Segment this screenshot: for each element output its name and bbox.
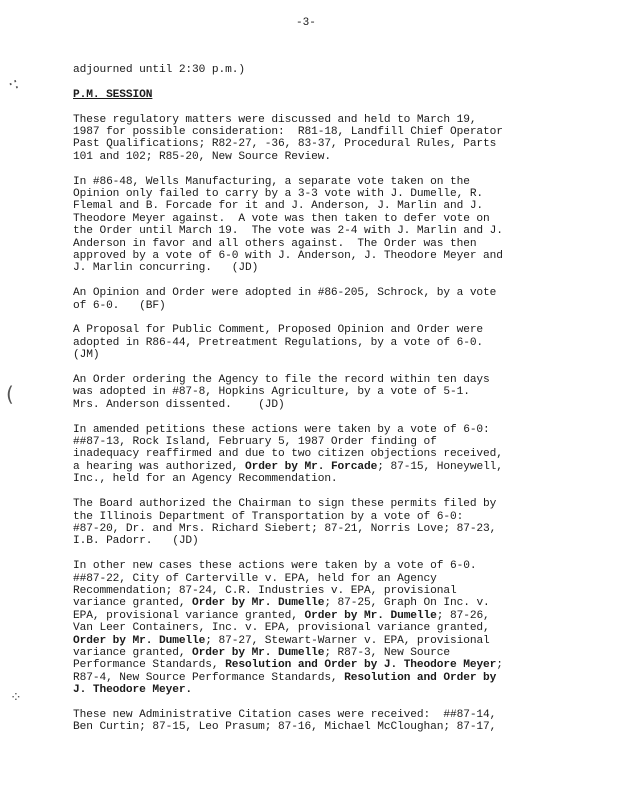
text-line	[73, 585, 563, 597]
text-segment: Recommendation; 87-24, C.R. Industries v. EPA, provisional	[73, 584, 457, 597]
text-segment: was adopted in #87-8, Hopkins Agriculture, by a vote of 5-1.	[73, 386, 470, 399]
text-segment: A Proposal for Public Comment, Proposed Opinion and Order were	[73, 324, 484, 337]
text-segment: These regulatory matters were discussed and held to March 19,	[73, 113, 477, 126]
margin-mark-middle: (	[6, 382, 14, 406]
text-segment: inadequacy reaffirmed and due to two citizen objections received,	[73, 448, 503, 461]
text-segment: Past Qualifications; R82-27, -36, 83-37, Procedural Rules, Parts	[73, 138, 497, 151]
text-segment: a hearing was authorized,	[73, 460, 245, 473]
text-segment: variance granted,	[73, 597, 193, 610]
text-segment: ; R87-3, New Source	[324, 646, 450, 659]
page-number: -3-	[296, 17, 316, 29]
text-segment: In #86-48, Wells Manufacturing, a separate vote taken on the	[73, 175, 470, 188]
text-line	[73, 114, 563, 126]
text-segment: ; 87-15, Honeywell,	[377, 460, 503, 473]
text-line	[73, 511, 563, 523]
paragraph-gap	[73, 163, 563, 175]
paragraph-gap	[73, 411, 563, 423]
text-segment: Opinion only failed to carry by a 3-3 vote with J. Dumelle, R.	[73, 188, 484, 201]
text-line	[73, 213, 563, 225]
text-line	[73, 399, 563, 411]
text-segment: the Order until March 19. The vote was 2-4 with J. Marlin and J.	[73, 225, 503, 238]
text-line	[73, 436, 563, 448]
text-line	[73, 560, 563, 572]
paragraph-gap	[73, 548, 563, 560]
text-segment: The Board authorized the Chairman to sign these permits filed by	[73, 498, 497, 511]
text-segment: An Opinion and Order were adopted in #86-205, Schrock, by a vote	[73, 287, 497, 300]
text-line	[73, 176, 563, 188]
bold-text: Order by Mr. Dumelle	[192, 597, 325, 610]
text-line	[73, 374, 563, 386]
text-segment: These new Administrative Citation cases were received: ##87-14,	[73, 708, 497, 721]
text-segment: An Order ordering the Agency to file the record within ten days	[73, 374, 490, 387]
bold-text: Order by Mr. Forcade	[244, 460, 378, 473]
text-segment: approved by a vote of 6-0 with J. Anderson, J. Theodore Meyer and	[73, 250, 503, 263]
text-segment: Anderson in favor and all others against. The Order was then	[73, 237, 477, 250]
paragraph-gap	[73, 76, 563, 88]
text-line	[73, 238, 563, 250]
text-line	[73, 287, 563, 299]
paragraph-proposal	[73, 324, 563, 361]
text-line	[73, 126, 563, 138]
paragraph-gap	[73, 697, 563, 709]
text-line	[73, 89, 563, 101]
text-line	[73, 386, 563, 398]
paragraph-board	[73, 498, 563, 548]
text-segment: of 6-0. (BF)	[73, 299, 166, 312]
text-line	[73, 250, 563, 262]
paragraph-regulatory	[73, 114, 563, 164]
text-segment: Inc., held for an Agency Recommendation.	[73, 473, 338, 486]
text-segment: adopted in R86-44, Pretreatment Regulations, by a vote of 6-0.	[73, 336, 484, 349]
text-line	[73, 300, 563, 312]
text-line	[73, 647, 563, 659]
text-line	[73, 622, 563, 634]
paragraph-hopkins	[73, 374, 563, 411]
text-segment: ; 87-25, Graph On Inc. v.	[324, 597, 490, 610]
margin-mark-bottom: ⁘	[10, 690, 20, 706]
text-segment: variance granted,	[73, 646, 193, 659]
text-line	[73, 610, 563, 622]
paragraph-wells	[73, 176, 563, 275]
text-line	[73, 448, 563, 460]
text-segment: Ben Curtin; 87-15, Leo Prasum; 87-16, Michael McCloughan; 87-17,	[73, 721, 497, 734]
text-segment: 1987 for possible consideration: R81-18, Landfill Chief Operator	[73, 126, 503, 138]
text-segment: Theodore Meyer against. A vote was then taken to defer vote on	[73, 212, 490, 225]
text-line	[73, 635, 563, 647]
text-segment: In other new cases these actions were taken by a vote of 6-0.	[73, 560, 477, 573]
document-body	[73, 64, 563, 734]
bold-text: Order by Mr. Dumelle	[73, 634, 206, 647]
text-line	[73, 151, 563, 163]
paragraph-citation	[73, 709, 563, 734]
text-segment: ##87-22, City of Carterville v. EPA, held for an Agency	[73, 572, 437, 585]
text-line	[73, 597, 563, 609]
text-segment: #87-20, Dr. and Mrs. Richard Siebert; 87-21, Norris Love; 87-23,	[73, 522, 497, 535]
bold-text: Resolution and Order by	[344, 671, 497, 684]
text-segment: P.M. SESSION	[73, 88, 153, 101]
paragraph-pm-session	[73, 89, 563, 101]
text-line	[73, 324, 563, 336]
text-line	[73, 535, 563, 547]
text-segment: Performance Standards,	[73, 659, 226, 672]
text-line	[73, 659, 563, 671]
text-line	[73, 709, 563, 721]
text-line	[73, 473, 563, 485]
text-line	[73, 138, 563, 150]
text-segment: In amended petitions these actions were taken by a vote of 6-0:	[73, 423, 490, 436]
text-segment: J. Marlin concurring. (JD)	[73, 262, 259, 275]
bold-text: Order by Mr. Dumelle	[192, 646, 325, 659]
text-segment: ;	[496, 659, 503, 672]
text-segment: ; 87-26,	[436, 609, 490, 622]
text-line	[73, 262, 563, 274]
paragraph-gap	[73, 275, 563, 287]
text-segment: Flemal and B. Forcade for it and J. Anderson, J. Marlin and J.	[73, 200, 484, 213]
text-line	[73, 188, 563, 200]
text-line	[73, 424, 563, 436]
bold-text: Order by Mr. Dumelle	[304, 609, 437, 622]
text-segment: adjourned until 2:30 p.m.)	[73, 64, 245, 76]
text-line	[73, 225, 563, 237]
text-segment: 101 and 102; R85-20, New Source Review.	[73, 150, 331, 163]
paragraph-amended	[73, 424, 563, 486]
text-segment: I.B. Padorr. (JD)	[73, 535, 199, 548]
text-segment: Mrs. Anderson dissented. (JD)	[73, 398, 285, 411]
text-segment: ##87-13, Rock Island, February 5, 1987 Order finding of	[73, 436, 437, 449]
paragraph-schrock	[73, 287, 563, 312]
paragraph-new-cases	[73, 560, 563, 696]
text-line	[73, 684, 563, 696]
text-segment: the Illinois Department of Transportation by a vote of 6-0:	[73, 510, 464, 523]
bold-text: Resolution and Order by J. Theodore Meyer	[225, 659, 497, 672]
text-line	[73, 672, 563, 684]
text-segment: ; 87-27, Stewart-Warner v. EPA, provisional	[205, 634, 490, 647]
margin-mark-top: ·:	[5, 72, 21, 95]
paragraph-adjourned	[73, 64, 563, 76]
text-line	[73, 200, 563, 212]
text-segment: R87-4, New Source Performance Standards,	[73, 671, 345, 684]
paragraph-gap	[73, 312, 563, 324]
text-line	[73, 64, 563, 76]
text-line	[73, 573, 563, 585]
paragraph-gap	[73, 486, 563, 498]
text-line	[73, 523, 563, 535]
bold-text: J. Theodore Meyer.	[73, 684, 193, 697]
text-line	[73, 721, 563, 733]
text-line	[73, 349, 563, 361]
paragraph-gap	[73, 362, 563, 374]
text-segment: Van Leer Containers, Inc. v. EPA, provisional variance granted,	[73, 622, 490, 635]
paragraph-gap	[73, 101, 563, 113]
text-line	[73, 461, 563, 473]
text-line	[73, 337, 563, 349]
text-segment: EPA, provisional variance granted,	[73, 609, 305, 622]
text-segment: (JM)	[73, 349, 100, 362]
text-line	[73, 498, 563, 510]
